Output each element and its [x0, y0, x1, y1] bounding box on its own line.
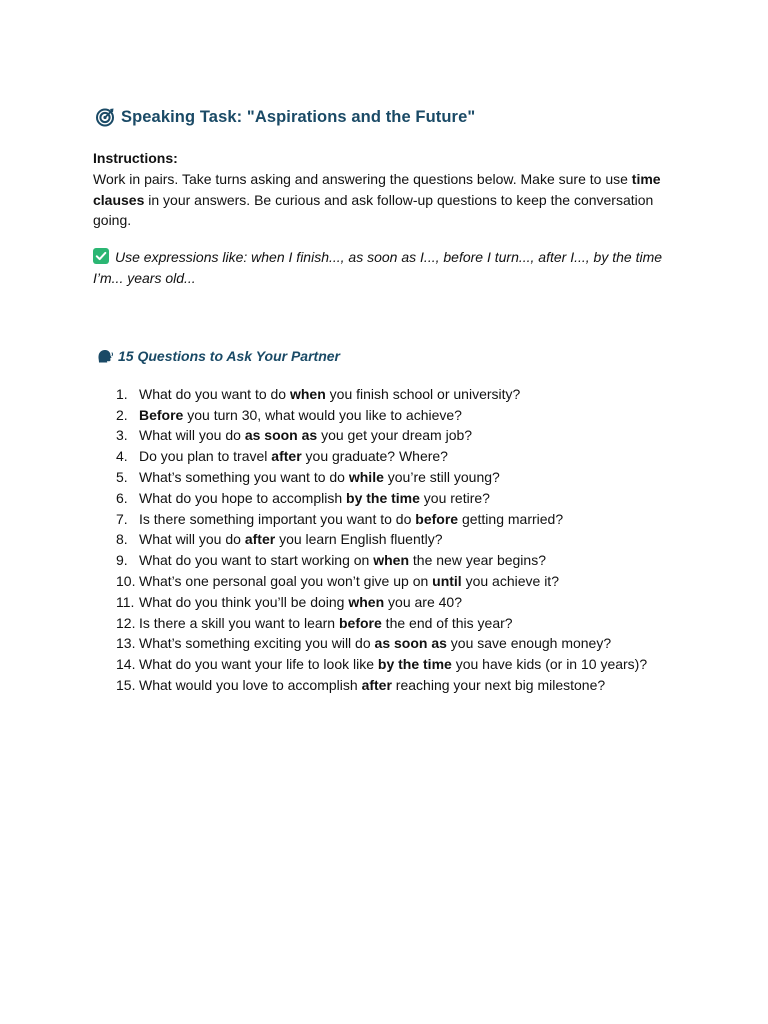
- question-time-clause: before: [415, 510, 459, 527]
- expressions-tip: [93, 247, 683, 289]
- question-text: [139, 529, 443, 550]
- question-text-after: getting married?: [458, 510, 564, 527]
- question-item: [93, 592, 683, 613]
- question-number: [93, 654, 139, 675]
- question-text-before: What do you think you’ll be doing: [139, 593, 349, 610]
- question-number: [93, 529, 139, 550]
- question-item: [93, 571, 683, 592]
- question-number-label: 15.: [116, 676, 136, 693]
- question-time-clause: Before: [139, 406, 184, 423]
- question-item: [93, 467, 683, 488]
- question-time-clause: after: [271, 448, 302, 465]
- check-mark-icon: [93, 248, 109, 264]
- document-page: [93, 104, 683, 696]
- question-number-label: 14.: [116, 656, 136, 673]
- question-text: [139, 592, 462, 613]
- question-text-after: the end of this year?: [381, 614, 513, 631]
- question-number: [93, 633, 139, 654]
- question-number: [93, 675, 139, 696]
- question-text-after: you have kids (or in 10 years)?: [451, 656, 648, 673]
- question-number-label: 11.: [116, 593, 135, 610]
- question-number-label: 5.: [116, 468, 128, 485]
- question-text: [139, 384, 520, 405]
- question-text: [139, 446, 448, 467]
- question-text: [139, 509, 563, 530]
- question-number-label: 2.: [116, 406, 128, 423]
- question-number: [93, 571, 139, 592]
- question-item: [93, 405, 683, 426]
- questions-heading-row: [93, 345, 683, 367]
- question-number-label: 7.: [116, 510, 128, 527]
- question-text-before: What’s one personal goal you won’t give up on: [139, 572, 433, 589]
- question-text-after: you get your dream job?: [317, 427, 473, 444]
- question-number-label: 13.: [116, 635, 136, 652]
- question-text-after: you finish school or university?: [325, 385, 521, 402]
- question-number-label: 3.: [116, 427, 128, 444]
- question-time-clause: when: [373, 552, 410, 569]
- question-text-after: you’re still young?: [383, 468, 500, 485]
- question-time-clause: as soon as: [374, 635, 447, 652]
- question-text: [139, 405, 462, 426]
- question-text-after: you graduate? Where?: [301, 448, 448, 465]
- question-text-before: What do you want to start working on: [139, 552, 374, 569]
- question-text: [139, 633, 611, 654]
- question-number-label: 1.: [116, 385, 128, 402]
- question-number-label: 4.: [116, 448, 128, 465]
- question-text-after: you retire?: [419, 489, 490, 506]
- question-time-clause: when: [289, 385, 326, 402]
- question-item: [93, 529, 683, 550]
- question-item: [93, 509, 683, 530]
- question-item: [93, 654, 683, 675]
- question-time-clause: as soon as: [244, 427, 318, 444]
- instructions-text-part-1: Work in pairs. Take turns asking and answering the questions below. Make sure to use: [93, 170, 632, 187]
- question-time-clause: while: [348, 468, 384, 485]
- question-text-before: What will you do: [139, 531, 245, 548]
- speaking-head-icon: [96, 347, 114, 365]
- question-text-before: What do you want your life to look like: [139, 656, 378, 673]
- question-number: [93, 509, 139, 530]
- questions-heading: 15 Questions to Ask Your Partner: [118, 347, 340, 364]
- question-text: [139, 613, 513, 634]
- question-number: [93, 384, 139, 405]
- question-number-label: 9.: [116, 552, 128, 569]
- question-number: [93, 405, 139, 426]
- question-time-clause: after: [361, 676, 392, 693]
- question-text-after: you save enough money?: [446, 635, 612, 652]
- question-number: [93, 467, 139, 488]
- question-item: [93, 633, 683, 654]
- instructions-bold-time-clauses: time clauses: [93, 170, 661, 208]
- question-text-after: the new year begins?: [409, 552, 546, 569]
- question-text-before: Is there a skill you want to learn: [139, 614, 339, 631]
- question-text-after: you are 40?: [384, 593, 462, 610]
- question-number-label: 10.: [116, 572, 136, 589]
- question-number-label: 6.: [116, 489, 128, 506]
- question-text: [139, 571, 559, 592]
- question-item: [93, 613, 683, 634]
- question-item: [93, 425, 683, 446]
- question-text: [139, 425, 472, 446]
- instructions-text-part-2: in your answers. Be curious and ask follow-up questions to keep the conversation going.: [93, 191, 654, 229]
- question-time-clause: after: [244, 531, 276, 548]
- question-number: [93, 613, 139, 634]
- question-text-after: you turn 30, what would you like to achieve?: [183, 406, 462, 423]
- question-item: [93, 384, 683, 405]
- question-time-clause: until: [432, 572, 462, 589]
- question-time-clause: when: [348, 593, 385, 610]
- question-number-label: 12.: [116, 614, 136, 631]
- question-time-clause: before: [339, 614, 382, 631]
- question-text-before: Is there something important you want to do: [139, 510, 416, 527]
- question-text-before: Do you plan to travel: [139, 448, 272, 465]
- question-time-clause: by the time: [377, 656, 452, 673]
- question-text: [139, 675, 605, 696]
- question-item: [93, 550, 683, 571]
- page-title: Speaking Task: "Aspirations and the Future": [121, 107, 476, 126]
- question-text-before: What’s something you want to do: [139, 468, 349, 485]
- question-item: [93, 675, 683, 696]
- question-number: [93, 425, 139, 446]
- question-text: [139, 654, 647, 675]
- task-title-row: [93, 104, 683, 130]
- question-text-before: What do you want to do: [139, 385, 290, 402]
- question-text-before: What would you love to accomplish: [139, 676, 362, 693]
- question-text-after: reaching your next big milestone?: [391, 676, 606, 693]
- question-text: [139, 488, 490, 509]
- instructions-block: [93, 148, 683, 231]
- question-text: [139, 550, 546, 571]
- instructions-label: Instructions:: [93, 150, 178, 166]
- target-icon: [95, 107, 115, 127]
- question-number: [93, 550, 139, 571]
- question-number: [93, 488, 139, 509]
- question-text: [139, 467, 500, 488]
- questions-list: [93, 384, 683, 696]
- question-text-after: you learn English fluently?: [275, 531, 443, 548]
- question-time-clause: by the time: [346, 489, 420, 506]
- instructions-text: [93, 169, 683, 231]
- question-text-before: What’s something exciting you will do: [139, 635, 375, 652]
- question-item: [93, 446, 683, 467]
- question-number: [93, 592, 139, 613]
- question-number: [93, 446, 139, 467]
- question-text-after: you achieve it?: [461, 572, 559, 589]
- question-item: [93, 488, 683, 509]
- expressions-text: Use expressions like: when I finish..., as soon as I..., before I turn..., after I..., by the time I’m... years old...: [93, 249, 663, 286]
- question-text-before: What will you do: [139, 427, 245, 444]
- question-text-before: What do you hope to accomplish: [139, 489, 347, 506]
- question-number-label: 8.: [116, 531, 128, 548]
